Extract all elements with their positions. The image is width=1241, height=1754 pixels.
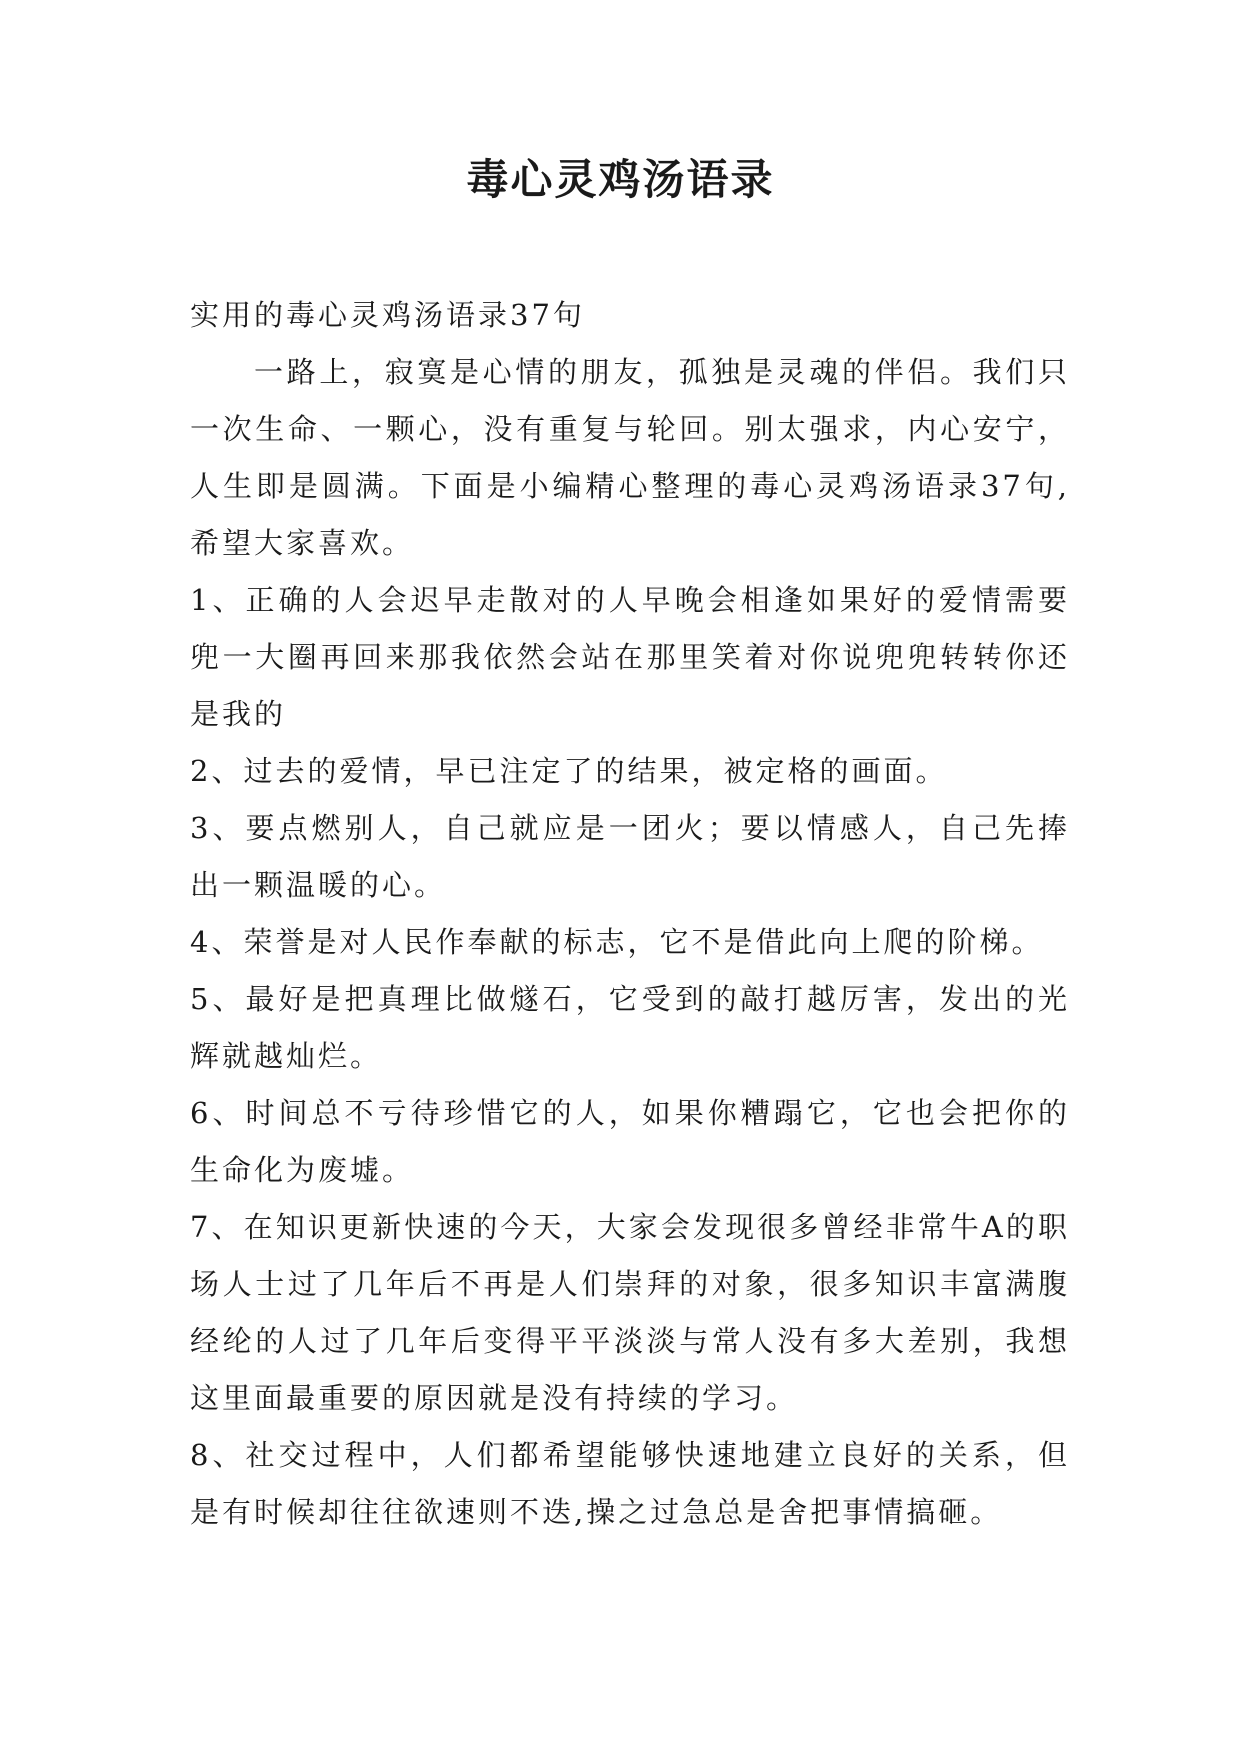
intro-paragraph: 一路上，寂寞是心情的朋友，孤独是灵魂的伴侣。我们只一次生命、一颗心，没有重复与轮回。别太强求，内心安宁，人生即是圆满。下面是小编精心整理的毒心灵鸡汤语录37句,希望大家喜欢。 <box>190 355 1070 560</box>
quote-item-1: 1、正确的人会迟早走散对的人早晚会相逢如果好的爱情需要兜一大圈再回来那我依然会站在那里笑着对你说兜兜转转你还是我的 <box>190 583 1070 731</box>
quote-item-5: 5、最好是把真理比做燧石，它受到的敲打越厉害，发出的光辉就越灿烂。 <box>190 982 1070 1073</box>
quote-item-4: 4、荣誉是对人民作奉献的标志，它不是借此向上爬的阶梯。 <box>190 925 1044 959</box>
quote-item-7: 7、在知识更新快速的今天，大家会发现很多曾经非常牛A的职场人士过了几年后不再是人们崇拜的对象，很多知识丰富满腹经纶的人过了几年后变得平平淡淡与常人没有多大差别，我想这里面最重要的原因就是没有持续的学习。 <box>190 1210 1070 1415</box>
document-body <box>190 287 1070 1541</box>
document-title: 毒心灵鸡汤语录 <box>466 155 775 204</box>
quote-item-3: 3、要点燃别人，自己就应是一团火；要以情感人，自己先捧出一颗温暖的心。 <box>190 811 1070 902</box>
quote-item-8: 8、社交过程中，人们都希望能够快速地建立良好的关系，但是有时候却往往欲速则不迭,操之过急总是舍把事情搞砸。 <box>190 1438 1070 1529</box>
quote-item-2: 2、过去的爱情，早已注定了的结果，被定格的画面。 <box>190 754 948 788</box>
quote-item-6: 6、时间总不亏待珍惜它的人，如果你糟蹋它，它也会把你的生命化为废墟。 <box>190 1096 1070 1187</box>
document-subtitle: 实用的毒心灵鸡汤语录37句 <box>190 298 585 332</box>
